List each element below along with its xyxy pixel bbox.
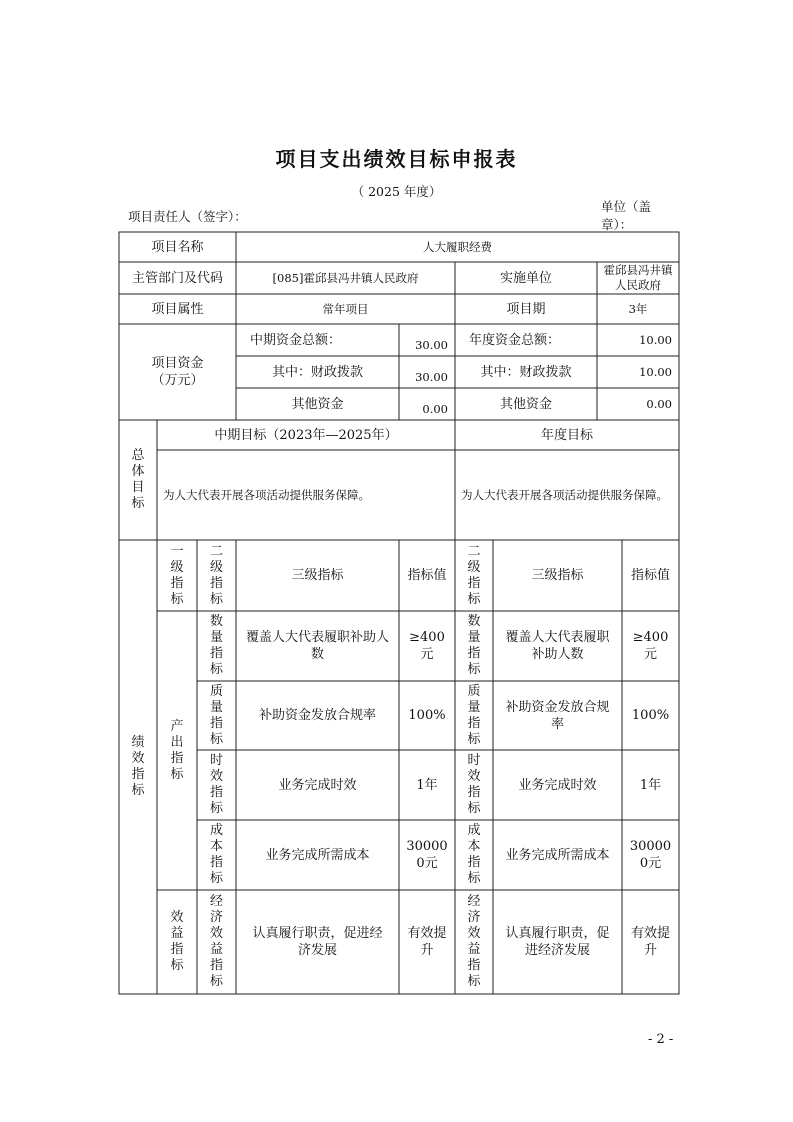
- dept-label: 主管部门及代码: [131, 270, 223, 286]
- annual-other-label: 其他资金: [499, 396, 552, 412]
- table-row-timeliness-ann-l2: 时效指标: [467, 753, 481, 816]
- mid-goal-header: 中期目标（2023年—2025年）: [214, 427, 398, 443]
- table-row-timeliness-l3: 业务完成时效: [278, 777, 357, 793]
- table-row-timeliness-value: 1年: [416, 777, 438, 793]
- mid-fiscal-value: 30.00: [415, 370, 448, 384]
- impl-unit-value: 霍邱县冯井镇人民政府: [603, 263, 673, 292]
- table-row-quantity-value: ≥400元: [409, 630, 445, 662]
- table-row-cost-value: 300000元: [406, 839, 448, 871]
- unit-stamp-label: 单位（盖章）：: [601, 199, 652, 232]
- mid-fiscal-label: 其中：财政拨款: [271, 364, 363, 380]
- mid-total-value: 30.00: [415, 338, 448, 352]
- annual-goal-header: 年度目标: [540, 427, 593, 443]
- table-row-quality-value: 100%: [408, 708, 446, 723]
- impl-unit-label: 实施单位: [499, 270, 552, 286]
- col-value-header: 指标值: [407, 568, 447, 583]
- project-name-label: 项目名称: [151, 239, 204, 255]
- table-row-economic-ann-l3: 认真履行职责，促进经济发展: [505, 926, 610, 958]
- col-ann-level3-header: 三级指标: [531, 568, 584, 583]
- col-ann-level2-header: 二级指标: [467, 543, 481, 607]
- dept-value: [085]霍邱县冯井镇人民政府: [272, 270, 419, 285]
- funds-label: 项目资金（万元）: [151, 356, 204, 388]
- table-row-economic-value: 有效提升: [407, 926, 447, 958]
- table-row-quantity-l3: 覆盖人大代表履职补助人数: [245, 630, 389, 662]
- project-period-label: 项目期: [506, 301, 546, 317]
- table-row-timeliness-ann-l3: 业务完成时效: [518, 777, 597, 793]
- project-attr-value: 常年项目: [322, 301, 369, 316]
- col-level2-header: 二级指标: [209, 543, 223, 607]
- table-row-timeliness-l2: 时效指标: [209, 753, 223, 816]
- table-row-quality-l3: 补助资金发放合规率: [258, 708, 376, 723]
- annual-other-value: 0.00: [646, 396, 672, 411]
- mid-goal-text: 为人大代表开展各项活动提供服务保障。: [163, 487, 370, 502]
- project-name-value: 人大履职经费: [423, 239, 492, 254]
- year-line: （ 2025 年度）: [351, 184, 442, 199]
- table-row-quality-l2: 质量指标: [209, 683, 223, 747]
- mid-other-value: 0.00: [422, 402, 448, 416]
- table-row-quantity-ann-l2: 数量指标: [467, 614, 481, 677]
- performance-label: 绩效指标: [131, 735, 145, 798]
- output-indicators-label: 产出指标: [170, 718, 184, 782]
- table-row-economic-ann-value: 有效提升: [630, 926, 670, 958]
- page-title: 项目支出绩效目标申报表: [275, 147, 518, 171]
- table-row-quality-ann-value: 100%: [631, 708, 670, 723]
- table-row-cost-ann-l3: 业务完成所需成本: [505, 847, 610, 863]
- annual-goal-text: 为人大代表开展各项活动提供服务保障。: [461, 487, 668, 502]
- table-row-quantity-ann-value: ≥400元: [632, 630, 669, 662]
- project-attr-label: 项目属性: [151, 301, 204, 317]
- col-level1-header: 一级指标: [170, 543, 184, 607]
- table-row-timeliness-ann-value: 1年: [639, 777, 662, 793]
- col-level3-header: 三级指标: [291, 568, 344, 583]
- table-row-quantity-ann-l3: 覆盖人大代表履职补助人数: [505, 630, 610, 662]
- table-row-cost-ann-l2: 成本指标: [467, 823, 481, 886]
- col-ann-value-header: 指标值: [630, 568, 670, 583]
- mid-total-label: 中期资金总额：: [250, 332, 342, 348]
- annual-fiscal-value: 10.00: [639, 364, 672, 379]
- mid-other-label: 其他资金: [291, 396, 344, 412]
- overall-goals-label: 总体目标: [131, 448, 145, 511]
- table-row-quantity-l2: 数量指标: [209, 614, 223, 677]
- table-row-cost-l3: 业务完成所需成本: [265, 847, 370, 863]
- table-row-economic-l3: 认真履行职责，促进经济发展: [252, 926, 383, 958]
- annual-fiscal-label: 其中：财政拨款: [480, 364, 572, 380]
- table-row-cost-l2: 成本指标: [209, 823, 223, 886]
- table-row-quality-ann-l3: 补助资金发放合规率: [505, 699, 610, 732]
- table-row-economic-l2: 经济效益指标: [209, 894, 223, 989]
- annual-total-label: 年度资金总额：: [469, 332, 561, 348]
- table-row-economic-ann-l2: 经济效益指标: [467, 894, 481, 989]
- table-row-cost-ann-value: 300000元: [629, 839, 672, 871]
- annual-total-value: 10.00: [639, 332, 672, 347]
- benefit-indicators-label: 效益指标: [170, 910, 184, 973]
- page-number: - 2 -: [648, 1032, 674, 1047]
- project-period-value: 3年: [628, 301, 648, 316]
- responsible-person-label: 项目责任人（签字）：: [128, 209, 247, 224]
- table-row-quality-ann-l2: 质量指标: [467, 683, 481, 747]
